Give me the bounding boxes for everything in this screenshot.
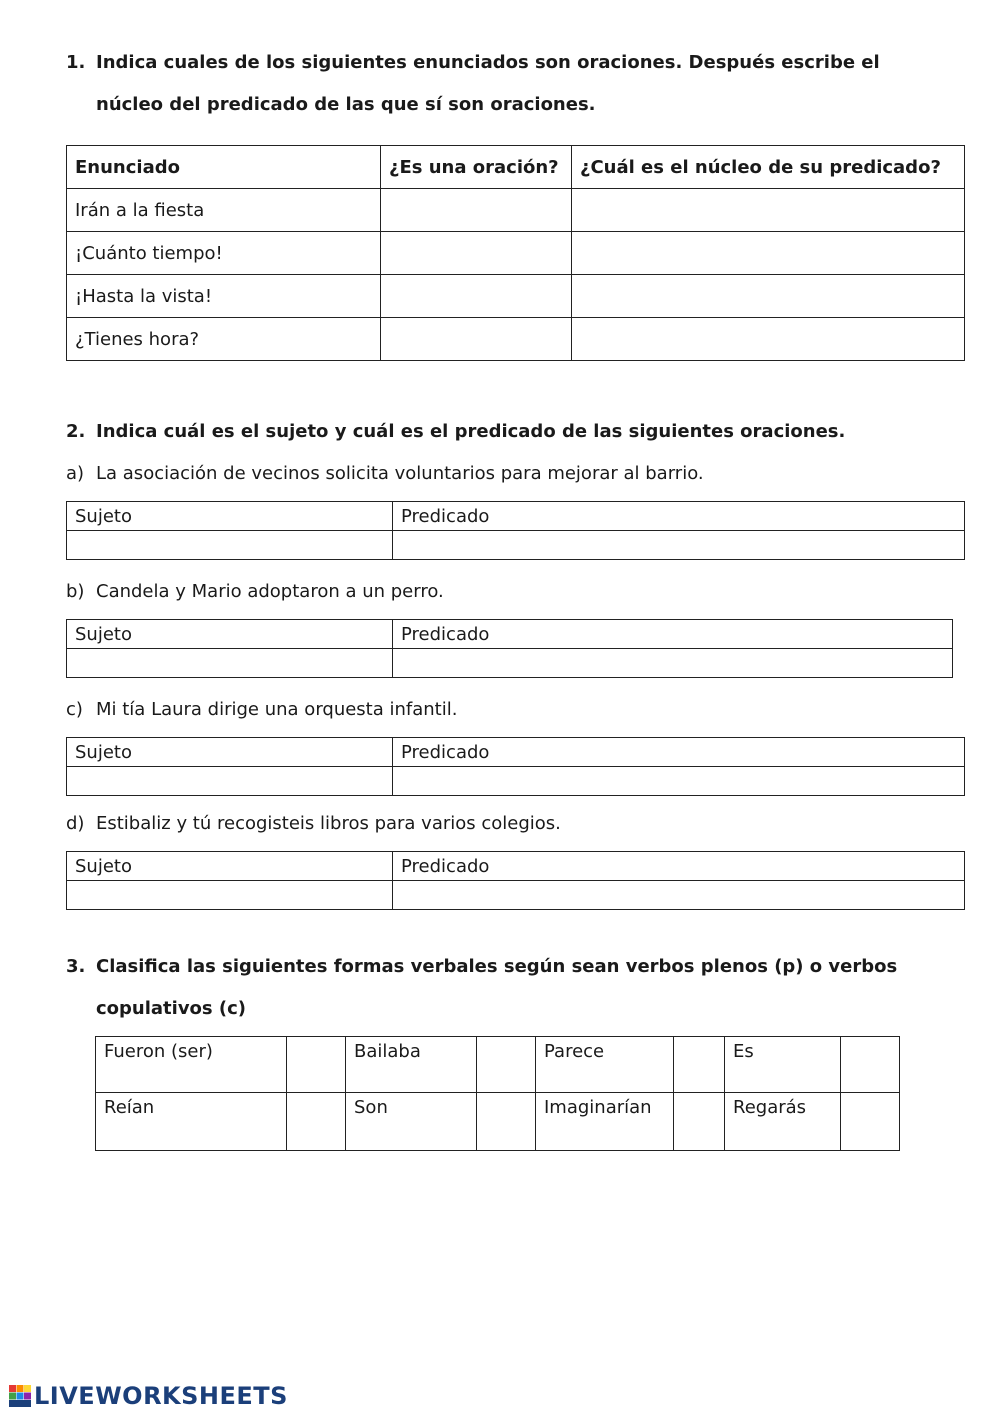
- verb-answer-cell[interactable]: [477, 1093, 536, 1151]
- verb-answer-cell[interactable]: [477, 1037, 536, 1093]
- q2a-letter: a): [66, 463, 85, 484]
- verb-cell: Fueron (ser): [96, 1037, 287, 1093]
- q2c-sentence: Mi tía Laura dirige una orquesta infantil.: [96, 699, 458, 720]
- logo-text: LIVEWORKSHEETS: [34, 1382, 288, 1410]
- predicate-label: Predicado: [393, 852, 965, 881]
- table-row: [67, 318, 965, 361]
- verb-answer-cell[interactable]: [674, 1093, 725, 1151]
- predicate-answer-cell[interactable]: [393, 767, 965, 796]
- verb-answer-cell[interactable]: [841, 1037, 900, 1093]
- table-row: [67, 620, 953, 649]
- q2c-letter: c): [66, 699, 83, 720]
- q3-instruction-line2: copulativos (c): [96, 998, 247, 1019]
- q1-enunciado-cell: ¡Cuánto tiempo!: [67, 232, 381, 275]
- subject-answer-cell[interactable]: [67, 767, 393, 796]
- table-row: [67, 649, 953, 678]
- q2b-sentence: Candela y Mario adoptaron a un perro.: [96, 581, 444, 602]
- q3-table: [95, 1036, 900, 1151]
- q2d-table: [66, 851, 965, 910]
- q2b-letter: b): [66, 581, 85, 602]
- table-row: [67, 852, 965, 881]
- q1-answer-oracion[interactable]: [381, 275, 572, 318]
- q1-answer-nucleo[interactable]: [572, 275, 965, 318]
- predicate-label: Predicado: [393, 502, 965, 531]
- predicate-label: Predicado: [393, 738, 965, 767]
- predicate-label: Predicado: [393, 620, 953, 649]
- q1-answer-nucleo[interactable]: [572, 189, 965, 232]
- q1-header-row: [67, 146, 965, 189]
- q2b-table: [66, 619, 953, 678]
- subject-answer-cell[interactable]: [67, 649, 393, 678]
- q1-table: [66, 145, 965, 361]
- subject-label: Sujeto: [67, 738, 393, 767]
- verb-cell: Son: [346, 1093, 477, 1151]
- q2d-letter: d): [66, 813, 85, 834]
- subject-answer-cell[interactable]: [67, 531, 393, 560]
- verb-cell: Bailaba: [346, 1037, 477, 1093]
- table-row: [67, 232, 965, 275]
- subject-label: Sujeto: [67, 502, 393, 531]
- logo-blocks-icon: [8, 1384, 32, 1408]
- q2a-sentence: La asociación de vecinos solicita voluntarios para mejorar al barrio.: [96, 463, 704, 484]
- verb-cell: Parece: [536, 1037, 674, 1093]
- q2d-sentence: Estibaliz y tú recogisteis libros para varios colegios.: [96, 813, 561, 834]
- table-row: [67, 531, 965, 560]
- q1-number: 1.: [66, 52, 86, 73]
- q1-header-nucleo: ¿Cuál es el núcleo de su predicado?: [572, 146, 965, 189]
- table-row: [96, 1037, 900, 1093]
- table-row: [96, 1093, 900, 1151]
- verb-answer-cell[interactable]: [674, 1037, 725, 1093]
- table-row: [67, 881, 965, 910]
- verb-cell: Reían: [96, 1093, 287, 1151]
- table-row: [67, 189, 965, 232]
- q2-instruction: Indica cuál es el sujeto y cuál es el predicado de las siguientes oraciones.: [96, 421, 846, 442]
- predicate-answer-cell[interactable]: [393, 649, 953, 678]
- verb-cell: Es: [725, 1037, 841, 1093]
- q1-answer-nucleo[interactable]: [572, 232, 965, 275]
- q1-answer-oracion[interactable]: [381, 189, 572, 232]
- q1-instruction-line1: Indica cuales de los siguientes enunciados son oraciones. Después escribe el: [96, 52, 880, 73]
- table-row: [67, 767, 965, 796]
- verb-answer-cell[interactable]: [841, 1093, 900, 1151]
- q1-instruction-line2: núcleo del predicado de las que sí son oraciones.: [96, 94, 596, 115]
- subject-label: Sujeto: [67, 620, 393, 649]
- liveworksheets-logo: [8, 1382, 288, 1410]
- q2c-table: [66, 737, 965, 796]
- q1-answer-oracion[interactable]: [381, 232, 572, 275]
- q2a-table: [66, 501, 965, 560]
- verb-cell: Imaginarían: [536, 1093, 674, 1151]
- subject-answer-cell[interactable]: [67, 881, 393, 910]
- predicate-answer-cell[interactable]: [393, 531, 965, 560]
- table-row: [67, 738, 965, 767]
- verb-cell: Regarás: [725, 1093, 841, 1151]
- subject-label: Sujeto: [67, 852, 393, 881]
- q3-number: 3.: [66, 956, 86, 977]
- q1-answer-nucleo[interactable]: [572, 318, 965, 361]
- table-row: [67, 502, 965, 531]
- q2-number: 2.: [66, 421, 86, 442]
- predicate-answer-cell[interactable]: [393, 881, 965, 910]
- q1-header-enunciado: Enunciado: [67, 146, 381, 189]
- table-row: [67, 275, 965, 318]
- q1-header-es-oracion: ¿Es una oración?: [381, 146, 572, 189]
- q1-answer-oracion[interactable]: [381, 318, 572, 361]
- verb-answer-cell[interactable]: [287, 1037, 346, 1093]
- q1-enunciado-cell: Irán a la fiesta: [67, 189, 381, 232]
- q1-enunciado-cell: ¿Tienes hora?: [67, 318, 381, 361]
- q3-instruction-line1: Clasifica las siguientes formas verbales según sean verbos plenos (p) o verbos: [96, 956, 898, 977]
- q1-enunciado-cell: ¡Hasta la vista!: [67, 275, 381, 318]
- verb-answer-cell[interactable]: [287, 1093, 346, 1151]
